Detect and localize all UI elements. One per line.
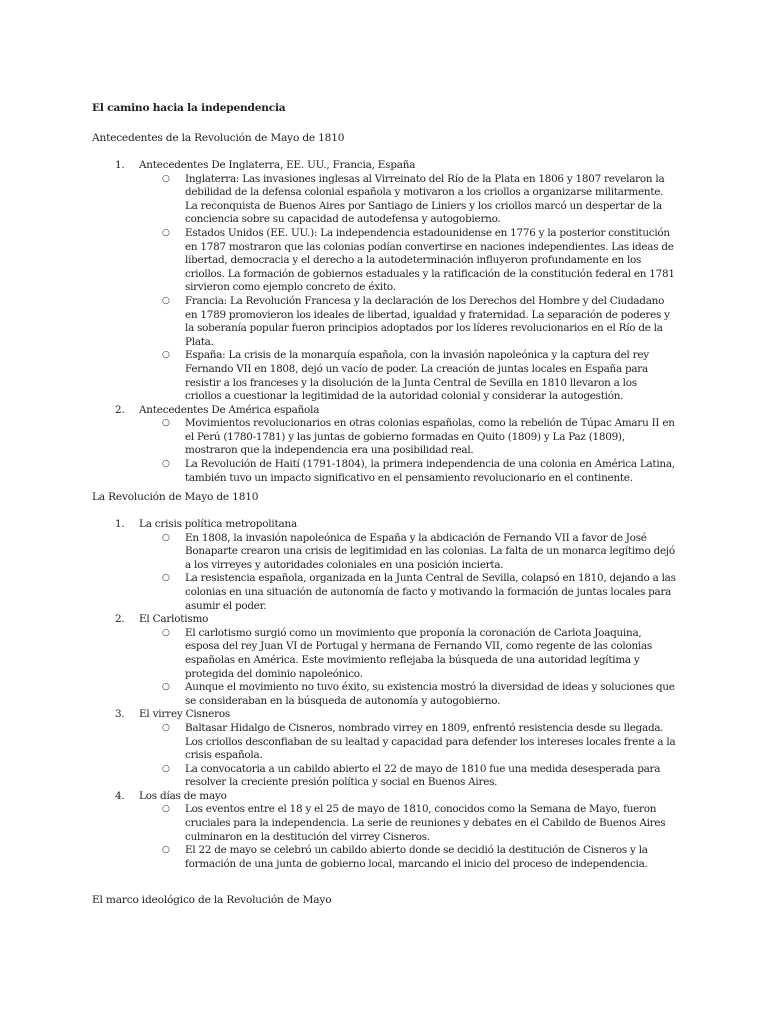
- list-item-heading: [92, 613, 676, 627]
- document-title: El camino hacia la independencia: [92, 102, 286, 114]
- list-item-number: 3.: [115, 708, 125, 721]
- list-item-heading: [92, 708, 676, 722]
- hollow-circle-bullet-icon: ○: [162, 350, 170, 361]
- bullet-list: [92, 627, 676, 709]
- list-item-number: 2.: [115, 613, 125, 626]
- list-item-label: Antecedentes De América española: [139, 403, 320, 416]
- list-item-label: El Carlotismo: [139, 613, 209, 626]
- list-item-heading: [92, 404, 676, 418]
- bullet-list: [92, 417, 676, 485]
- bullet-text: España: La crisis de la monarquía española, con la invasión napoleónica y la captura del rey Fernando VII en 1808, dejó un vacío de poder. La creación de juntas locales en España para resistir a los franceses y la disolución de la Junta Central de Sevilla en 1810 llevaron a los criollos a cuestionar la legitimidad de la autoridad colonial y considerar la autogestión.: [185, 349, 649, 403]
- bullet-list: [92, 803, 676, 871]
- bullet-item: [92, 227, 676, 295]
- bullet-item: [92, 803, 676, 844]
- hollow-circle-bullet-icon: ○: [162, 804, 170, 815]
- bullet-item: [92, 722, 676, 763]
- list-item-label: Los días de mayo: [139, 789, 227, 802]
- list-item-label: Antecedentes De Inglaterra, EE. UU., Francia, España: [139, 159, 416, 171]
- hollow-circle-bullet-icon: ○: [162, 295, 170, 306]
- hollow-circle-bullet-icon: ○: [162, 459, 170, 470]
- bullet-text: Movimientos revolucionarios en otras colonias españolas, como la rebelión de Túpac Amaru II en el Perú (1780-1781) y las juntas de gobierno formadas en Quito (1809) y La Paz (1809), mostraron que la independencia era una posibilidad real.: [185, 417, 675, 457]
- list-item-number: 2.: [115, 403, 125, 416]
- bullet-list: [92, 722, 676, 790]
- bullet-text: El 22 de mayo se celebró un cabildo abierto donde se decidió la destitución de Cisneros y la formación de una junta de gobierno local, marcando el inicio del proceso de independencia.: [185, 844, 648, 870]
- list-item: [92, 790, 676, 872]
- section-heading-antecedentes: Antecedentes de la Revolución de Mayo de 1810: [92, 132, 345, 144]
- list-item-heading: [92, 790, 676, 804]
- bullet-item: [92, 763, 676, 790]
- bullet-list: [92, 173, 676, 404]
- bullet-text: En 1808, la invasión napoleónica de España y la abdicación de Fernando VII a favor de José Bonaparte crearon una crisis de legitimidad en las colonias. La falta de un monarca legítimo dejó a los virreyes y autoridades coloniales en una posición incierta.: [185, 531, 675, 571]
- list-item: [92, 613, 676, 708]
- list-item-number: 1.: [115, 159, 125, 171]
- bullet-item: [92, 349, 676, 403]
- bullet-text: El carlotismo surgió como un movimiento que proponía la coronación de Carlota Joaquina, esposa del rey Juan VI de Portugal y hermana de Fernando VII, como regente de las colonias españolas en América. Este movimiento reflejaba la búsqueda de una autoridad legítima y protegida del dominio napoleónico.: [185, 626, 652, 680]
- bullet-text: Inglaterra: Las invasiones inglesas al Virreinato del Río de la Plata en 1806 y 1807 revelaron la debilidad de la defensa colonial española y motivaron a los criollos a organizarse militarmente. La reconquista de Buenos Aires por Santiago de Liniers y los criollos marcó un despertar de la conciencia sobre su capacidad de autodefensa y autogobierno.: [185, 172, 665, 226]
- bullet-text: La Revolución de Haití (1791-1804), la primera independencia de una colonia en América Latina, también tuvo un impacto significativo en el pensamiento revolucionario en el continente.: [185, 458, 675, 484]
- list-item-number: 1.: [115, 518, 125, 530]
- hollow-circle-bullet-icon: ○: [162, 573, 170, 584]
- hollow-circle-bullet-icon: ○: [162, 532, 170, 543]
- bullet-item: [92, 173, 676, 227]
- list-item-label: La crisis política metropolitana: [139, 518, 297, 530]
- bullet-list: [92, 532, 676, 614]
- bullet-text: Baltasar Hidalgo de Cisneros, nombrado virrey en 1809, enfrentó resistencia desde su llegada. Los criollos desconfiaban de su lealtad y capacidad para defender los intereses locales frente a la crisis española.: [185, 721, 676, 762]
- section-heading-revolucion: La Revolución de Mayo de 1810: [92, 491, 259, 503]
- section-heading-marco-ideologico: El marco ideológico de la Revolución de Mayo: [92, 894, 332, 906]
- list-item-number: 4.: [115, 789, 125, 802]
- hollow-circle-bullet-icon: ○: [162, 722, 170, 733]
- bullet-text: La resistencia española, organizada en la Junta Central de Sevilla, colapsó en 1810, dejando a las colonias en una situación de autonomía de facto y motivando la formación de juntas locales para asumir el poder.: [185, 572, 676, 612]
- hollow-circle-bullet-icon: ○: [162, 627, 170, 638]
- bullet-item: [92, 458, 676, 485]
- hollow-circle-bullet-icon: ○: [162, 173, 170, 184]
- bullet-text: La convocatoria a un cabildo abierto el 22 de mayo de 1810 fue una medida desesperada para resolver la creciente presión política y social en Buenos Aires.: [185, 762, 661, 789]
- bullet-item: [92, 681, 676, 708]
- hollow-circle-bullet-icon: ○: [162, 227, 170, 238]
- list-item-heading: [92, 518, 676, 532]
- bullet-item: [92, 532, 676, 573]
- hollow-circle-bullet-icon: ○: [162, 418, 170, 429]
- list-item: [92, 518, 676, 613]
- list-item-heading: [92, 159, 676, 173]
- list-item-label: El virrey Cisneros: [139, 708, 231, 721]
- hollow-circle-bullet-icon: ○: [162, 845, 170, 856]
- list-item: [92, 404, 676, 486]
- bullet-text: Estados Unidos (EE. UU.): La independencia estadounidense en 1776 y la posterior constitución en 1787 mostraron que las colonias podían convertirse en naciones independientes. Las ideas de libertad, democracia y el derecho a la autodeterminación influyeron profundamente en los criollos. La formación de gobiernos estaduales y la ratificación de la constitución federal en 1781 sirvieron como ejemplo concreto de éxito.: [185, 226, 675, 294]
- list-item: [92, 159, 676, 404]
- bullet-text: Francia: La Revolución Francesa y la declaración de los Derechos del Hombre y del Ciudadano en 1789 promovieron los ideales de libertad, igualdad y fraternidad. La separación de poderes y la soberanía popular fueron principios adoptados por los líderes revolucionarios en el Río de la Plata.: [185, 294, 670, 348]
- bullet-item: [92, 844, 676, 871]
- bullet-item: [92, 572, 676, 613]
- bullet-item: [92, 295, 676, 349]
- hollow-circle-bullet-icon: ○: [162, 763, 170, 774]
- section-list-antecedentes: [92, 159, 676, 485]
- section-list-revolucion: [92, 518, 676, 871]
- bullet-text: Los eventos entre el 18 y el 25 de mayo de 1810, conocidos como la Semana de Mayo, fueron cruciales para la independencia. La serie de reuniones y debates en el Cabildo de Buenos Aires culminaron en la destitución del virrey Cisneros.: [185, 803, 666, 843]
- bullet-item: [92, 627, 676, 681]
- bullet-item: [92, 417, 676, 458]
- bullet-text: Aunque el movimiento no tuvo éxito, su existencia mostró la diversidad de ideas y soluciones que se consideraban en la búsqueda de autonomía y autogobierno.: [185, 681, 675, 707]
- list-item: [92, 708, 676, 790]
- hollow-circle-bullet-icon: ○: [162, 682, 170, 693]
